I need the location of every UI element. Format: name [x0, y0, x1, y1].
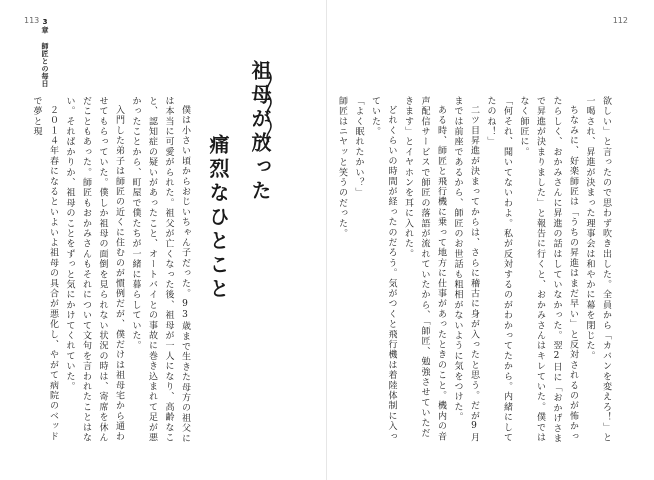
paragraph: 「よく眠れたかい？」 — [353, 96, 364, 198]
paragraph: ちなみに、好楽師匠は「うちの昇進はまだ早い」と反対されるのが怖かったらしく、おかみさんに昇進の話はしていなかった。翌2日に「おかげさまで昇進が決まりました」と報告に行くと、おかみさんはキレていた。僕ではなく師匠に。 — [518, 96, 578, 444]
page-number-left: 113 — [24, 16, 40, 25]
paragraph: 欲しい」と言ったので思わず吹き出した。全員から「カバンを変えろ！」と一喝され、昇進が決まった理事会は和やかに幕を閉じた。 — [584, 96, 611, 443]
title-line-1: 祖母が放った — [248, 60, 272, 204]
running-head: 3章 師匠との毎日 — [41, 18, 49, 88]
paragraph: ２０１４年春になるといよいよ祖母の具合が悪化し、やがて病院のベッドで夢と現 — [31, 96, 58, 442]
paragraph: 師匠はニヤッと笑うのだった。 — [337, 96, 347, 239]
page-gutter — [326, 0, 327, 480]
chapter-title — [200, 60, 280, 302]
paragraph: 「何それ、聞いてないわよ。私が反対するのがわかってたから。内緒にしてたのね！」 — [485, 96, 512, 443]
paragraph: 僕は小さい頃からおじいちゃん子だった。93歳まで生きた母方の祖父には本当に可愛がられた。祖父が亡くなった後、祖母が一人になり、高齢なこと、認知症の疑いがあったこと、オートバイとの事故に巻き込まれて足が悪かったことから、町屋で僕たちが一緒に暮らしていた。 — [130, 96, 190, 444]
paragraph: 二ツ目昇進が決まってからは、さらに稽古に身が入ったと思う。だが9月までは前座であるから、師匠のお世話も粗相がないように気をつけた。 — [452, 96, 479, 443]
paragraph: 入門した弟子は師匠の近くに住むのが慣例だが、僕だけは祖母宅から通わせてもらっていた。僕しか祖母の面倒を見られない状況の時は、寄席を休んだこともあった。師匠もおかみさんもそれについて文句を言われたことはない。そればかりか、祖母のことをずっと気にかけてくれていた。 — [64, 96, 124, 443]
body-text-right — [337, 96, 614, 446]
title-line-2: 痛烈なひとこと — [206, 134, 230, 302]
paragraph: どれくらいの時間が経ったのだろう。気がつくと飛行機は着陸体制に入っていた。 — [370, 96, 397, 442]
body-text-left — [31, 96, 193, 446]
page-number-right: 112 — [612, 16, 628, 25]
paragraph: ある時、師匠と飛行機に乗って地方に仕事があったときのこと。機内の音声配信サービスで師匠の落語が流れていたから、「師匠、勉強させていただきます」とイヤホンを耳に入れた。 — [403, 96, 446, 442]
